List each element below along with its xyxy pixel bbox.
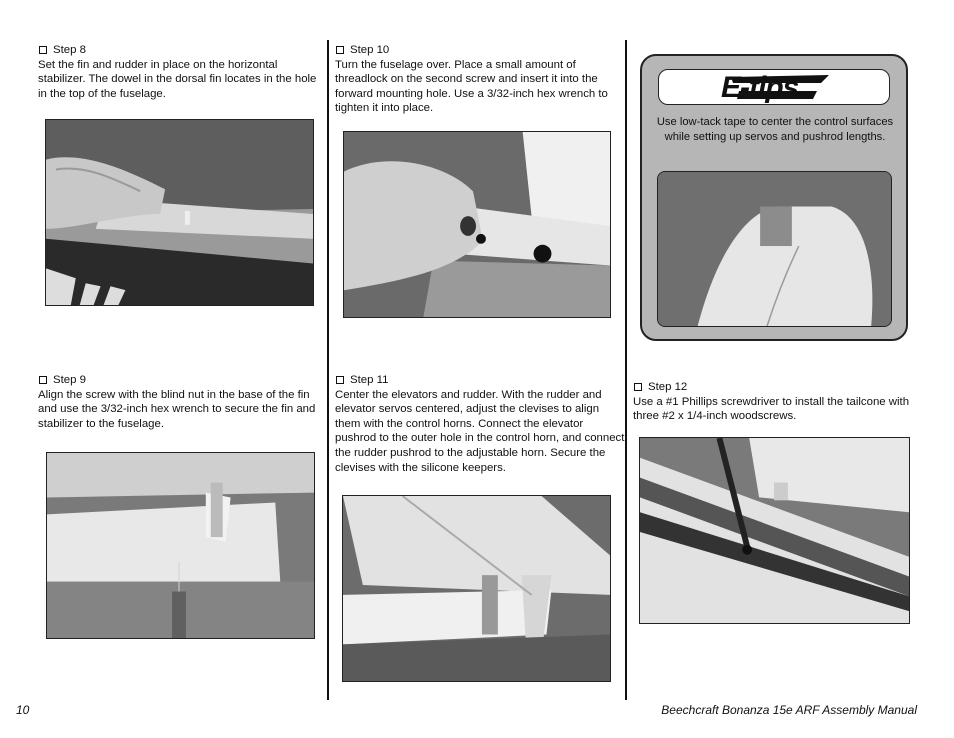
step-9-checkbox[interactable] [39, 376, 47, 384]
etips-box [640, 54, 908, 341]
step-8-photo [45, 119, 314, 306]
step-12-checkbox[interactable] [634, 383, 642, 391]
step-8-checkbox[interactable] [39, 46, 47, 54]
step-12-text: Use a #1 Phillips screwdriver to install the tailcone with three #2 x 1/4-inch woodscrews. [633, 395, 910, 423]
step-10-photo [343, 131, 611, 318]
step-11-text: Center the elevators and rudder. With the rudder and elevator servos centered, adjust the clevises to align them with the control horns. Connect the elevator pushrod to the outer hole in the control horn, and connect the rudder pushrod to the adjustable horn. Secure the clevises with the silicone keepers. [335, 388, 625, 474]
page-number: 10 [16, 703, 30, 717]
step-10-text: Turn the fuselage over. Place a small amount of threadlock on the second screw and insert it into the forward mounting hole. Use a 3/32-inch hex wrench to tighten it into place. [335, 58, 608, 115]
column-divider-1 [327, 40, 329, 700]
step-10 [335, 43, 620, 116]
column-divider-2 [625, 40, 627, 700]
etips-photo [657, 171, 892, 327]
step-9-photo [46, 452, 315, 639]
step-11-checkbox[interactable] [336, 376, 344, 384]
step-11-photo [342, 495, 611, 682]
step-8-title: Step 8 [53, 44, 86, 56]
step-8 [38, 43, 318, 101]
step-9-title: Step 9 [53, 374, 86, 386]
step-11-title: Step 11 [350, 374, 389, 386]
step-9 [38, 373, 318, 431]
step-8-text: Set the fin and rudder in place on the horizontal stabilizer. The dowel in the dorsal fin locates in the hole in the top of the fuselage. [38, 58, 317, 100]
step-11 [335, 373, 625, 475]
step-9-text: Align the screw with the blind nut in the base of the fin and use the 3/32-inch hex wrench to secure the fin and stabilizer to the fuselage. [38, 388, 316, 430]
step-12-photo [639, 437, 910, 624]
step-10-checkbox[interactable] [336, 46, 344, 54]
step-10-title: Step 10 [350, 44, 390, 56]
etips-text: Use low-tack tape to center the control surfaces while setting up servos and pushrod lengths. [656, 116, 894, 143]
etips-logo-bar [658, 69, 890, 105]
step-12 [633, 380, 913, 424]
manual-title: Beechcraft Bonanza 15e ARF Assembly Manual [661, 703, 917, 717]
step-12-title: Step 12 [648, 381, 688, 393]
etips-logo-text: E-tips [721, 71, 799, 104]
